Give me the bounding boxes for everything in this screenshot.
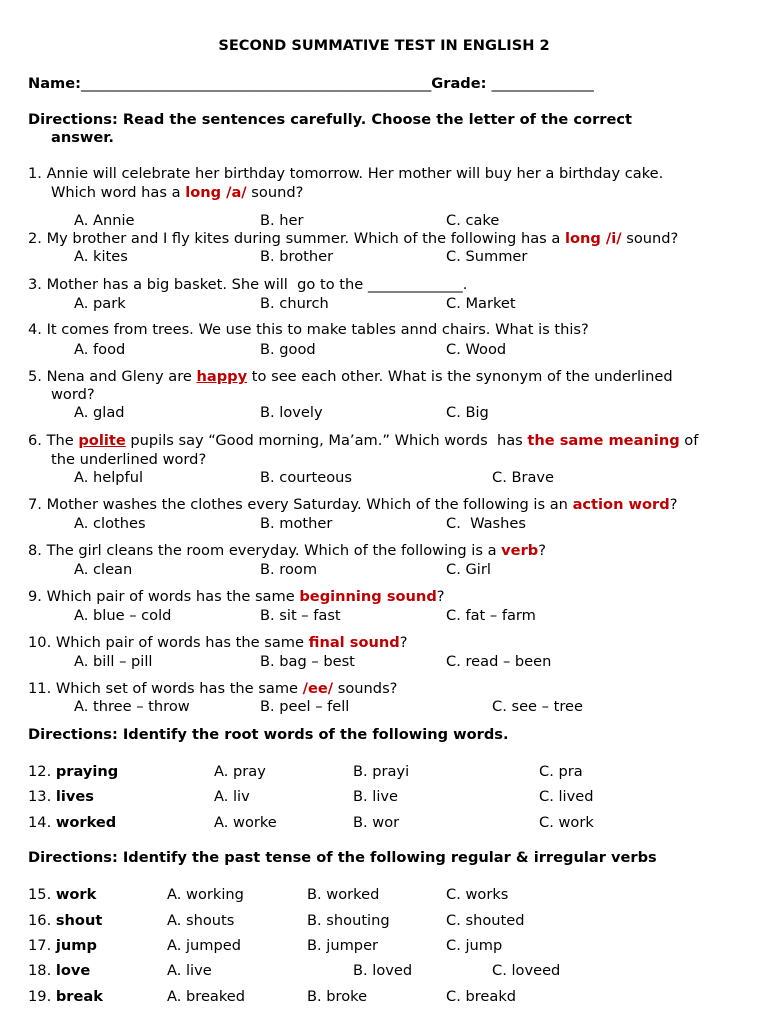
root-item-num: 13.	[28, 788, 56, 805]
question-8-post: ?	[538, 542, 546, 559]
question-10-highlight: final sound	[308, 634, 400, 651]
past-item-num: 19.	[28, 988, 56, 1005]
q9-option-a: A. blue – cold	[74, 607, 172, 624]
past-item-option-c: C. loveed	[492, 962, 561, 979]
past-item-word: break	[55, 988, 103, 1005]
root-item-option-c: C. work	[539, 814, 594, 831]
question-6-mid: pupils say “Good morning, Ma’am.” Which words has	[125, 432, 528, 449]
q5-option-a: A. glad	[74, 404, 125, 421]
q7-option-a: A. clothes	[74, 515, 146, 532]
question-1-highlight: long /a/	[185, 184, 247, 201]
question-6-post: of	[679, 432, 699, 449]
q11-option-b: B. peel – fell	[260, 698, 350, 715]
root-item-word: lives	[55, 788, 94, 805]
q9-option-c: C. fat – farm	[446, 607, 536, 624]
past-item	[28, 962, 90, 980]
q1-option-c: C. cake	[446, 212, 500, 229]
root-item-option-b: B. live	[353, 788, 399, 805]
past-item-num: 16.	[28, 912, 56, 929]
question-2-post: sound?	[621, 230, 679, 247]
q10-option-c: C. read – been	[446, 653, 552, 670]
question-2-highlight: long /i/	[564, 230, 622, 247]
past-item-word: work	[55, 886, 97, 903]
q8-option-a: A. clean	[74, 561, 133, 578]
past-item-option-a: A. working	[167, 886, 244, 903]
past-item-num: 18.	[28, 962, 56, 979]
past-item-option-a: A. breaked	[167, 988, 246, 1005]
question-10-pre: 10. Which pair of words has the same	[28, 634, 309, 651]
question-6-line-1	[28, 432, 698, 450]
q3-option-c: C. Market	[446, 295, 516, 312]
question-5-highlight: happy	[196, 368, 248, 385]
past-item	[28, 937, 97, 955]
question-7-highlight: action word	[572, 496, 670, 513]
q2-option-b: B. brother	[260, 248, 334, 265]
root-item-word: praying	[55, 763, 119, 780]
past-item-num: 17.	[28, 937, 56, 954]
directions-1-line-1: Directions: Read the sentences carefully. Choose the letter of the correct	[28, 111, 632, 128]
question-1-pre: Which word has a	[51, 184, 186, 201]
question-6-pre: 6. The	[28, 432, 79, 449]
root-item-option-b: B. prayi	[353, 763, 410, 780]
past-item-option-c: C. jump	[446, 937, 503, 954]
question-6-highlight-2: the same meaning	[527, 432, 680, 449]
past-item-num: 15.	[28, 886, 56, 903]
directions-3: Directions: Identify the past tense of the following regular & irregular verbs	[28, 849, 657, 866]
q3-option-b: B. church	[260, 295, 329, 312]
question-1-line-1: 1. Annie will celebrate her birthday tomorrow. Her mother will buy her a birthday cake.	[28, 165, 664, 182]
past-item-option-a: A. live	[167, 962, 212, 979]
q6-option-c: C. Brave	[492, 469, 555, 486]
q1-option-a: A. Annie	[74, 212, 135, 229]
name-label-text: Name:	[28, 75, 82, 92]
question-2-pre: 2. My brother and I fly kites during summer. Which of the following has a	[28, 230, 565, 247]
q10-option-a: A. bill – pill	[74, 653, 153, 670]
question-7	[28, 496, 677, 514]
q6-option-a: A. helpful	[74, 469, 143, 486]
past-item-option-b: B. jumper	[307, 937, 379, 954]
past-item-word: jump	[55, 937, 97, 954]
root-item	[28, 814, 116, 832]
question-1-post: sound?	[246, 184, 304, 201]
root-item-word: worked	[55, 814, 117, 831]
past-item-option-b: B. broke	[307, 988, 368, 1005]
q3-option-a: A. park	[74, 295, 126, 312]
question-1-line-2	[51, 184, 303, 202]
question-9-highlight: beginning sound	[299, 588, 437, 605]
root-item-num: 12.	[28, 763, 56, 780]
q4-option-c: C. Wood	[446, 341, 507, 358]
past-item	[28, 886, 96, 904]
question-5-pre: 5. Nena and Gleny are	[28, 368, 197, 385]
question-2	[28, 230, 678, 248]
directions-1-line-2: answer.	[51, 129, 114, 146]
root-item-option-a: A. pray	[214, 763, 266, 780]
q11-option-a: A. three – throw	[74, 698, 190, 715]
past-item-option-a: A. jumped	[167, 937, 242, 954]
q4-option-a: A. food	[74, 341, 126, 358]
question-5-post: to see each other. What is the synonym of the underlined	[247, 368, 673, 385]
past-item-option-b: B. worked	[307, 886, 380, 903]
past-item-option-c: C. breakd	[446, 988, 517, 1005]
q9-option-b: B. sit – fast	[260, 607, 341, 624]
question-5-line-1	[28, 368, 673, 386]
q5-option-c: C. Big	[446, 404, 489, 421]
past-item	[28, 912, 102, 930]
q2-option-a: A. kites	[74, 248, 128, 265]
question-11-highlight: /ee/	[302, 680, 334, 697]
question-5-line-2: word?	[51, 386, 95, 403]
past-item-option-b: B. shouting	[307, 912, 390, 929]
q8-option-b: B. room	[260, 561, 318, 578]
question-11-post: sounds?	[333, 680, 398, 697]
question-6-highlight-1: polite	[78, 432, 126, 449]
past-item-option-c: C. shouted	[446, 912, 525, 929]
past-item	[28, 988, 103, 1006]
q6-option-b: B. courteous	[260, 469, 352, 486]
past-item-word: love	[55, 962, 91, 979]
past-item-option-c: C. works	[446, 886, 509, 903]
name-label	[28, 75, 594, 93]
question-9-post: ?	[436, 588, 445, 605]
q4-option-b: B. good	[260, 341, 316, 358]
question-9	[28, 588, 445, 606]
question-10	[28, 634, 407, 652]
past-item-option-b: B. loved	[353, 962, 413, 979]
question-7-post: ?	[669, 496, 678, 513]
question-8-pre: 8. The girl cleans the room everyday. Which of the following is a	[28, 542, 502, 559]
q2-option-c: C. Summer	[446, 248, 528, 265]
question-6-line-2: the underlined word?	[51, 451, 207, 468]
question-11-pre: 11. Which set of words has the same	[28, 680, 303, 697]
question-9-pre: 9. Which pair of words has the same	[28, 588, 300, 605]
question-10-post: ?	[399, 634, 408, 651]
q1-option-b: B. her	[260, 212, 304, 229]
grade-label: Grade:	[431, 75, 487, 92]
q10-option-b: B. bag – best	[260, 653, 355, 670]
root-item-option-c: C. pra	[539, 763, 583, 780]
root-item	[28, 788, 94, 806]
question-4: 4. It comes from trees. We use this to make tables annd chairs. What is this?	[28, 321, 589, 338]
past-item-option-a: A. shouts	[167, 912, 235, 929]
question-11	[28, 680, 397, 698]
question-8	[28, 542, 546, 560]
root-item-num: 14.	[28, 814, 56, 831]
question-3: 3. Mother has a big basket. She will go to the _____________.	[28, 276, 468, 293]
question-8-highlight: verb	[501, 542, 539, 559]
grade-line: ______________	[491, 75, 594, 92]
root-item-option-b: B. wor	[353, 814, 400, 831]
past-item-word: shout	[55, 912, 103, 929]
name-line: ________________________________________________	[81, 75, 432, 92]
root-item	[28, 763, 118, 781]
root-item-option-a: A. liv	[214, 788, 250, 805]
root-item-option-a: A. worke	[214, 814, 277, 831]
q8-option-c: C. Girl	[446, 561, 491, 578]
root-item-option-c: C. lived	[539, 788, 594, 805]
q7-option-b: B. mother	[260, 515, 333, 532]
question-7-pre: 7. Mother washes the clothes every Saturday. Which of the following is an	[28, 496, 573, 513]
directions-2: Directions: Identify the root words of the following words.	[28, 726, 509, 743]
q7-option-c: C. Washes	[446, 515, 526, 532]
q11-option-c: C. see – tree	[492, 698, 583, 715]
q5-option-b: B. lovely	[260, 404, 323, 421]
page-title: SECOND SUMMATIVE TEST IN ENGLISH 2	[218, 37, 550, 54]
